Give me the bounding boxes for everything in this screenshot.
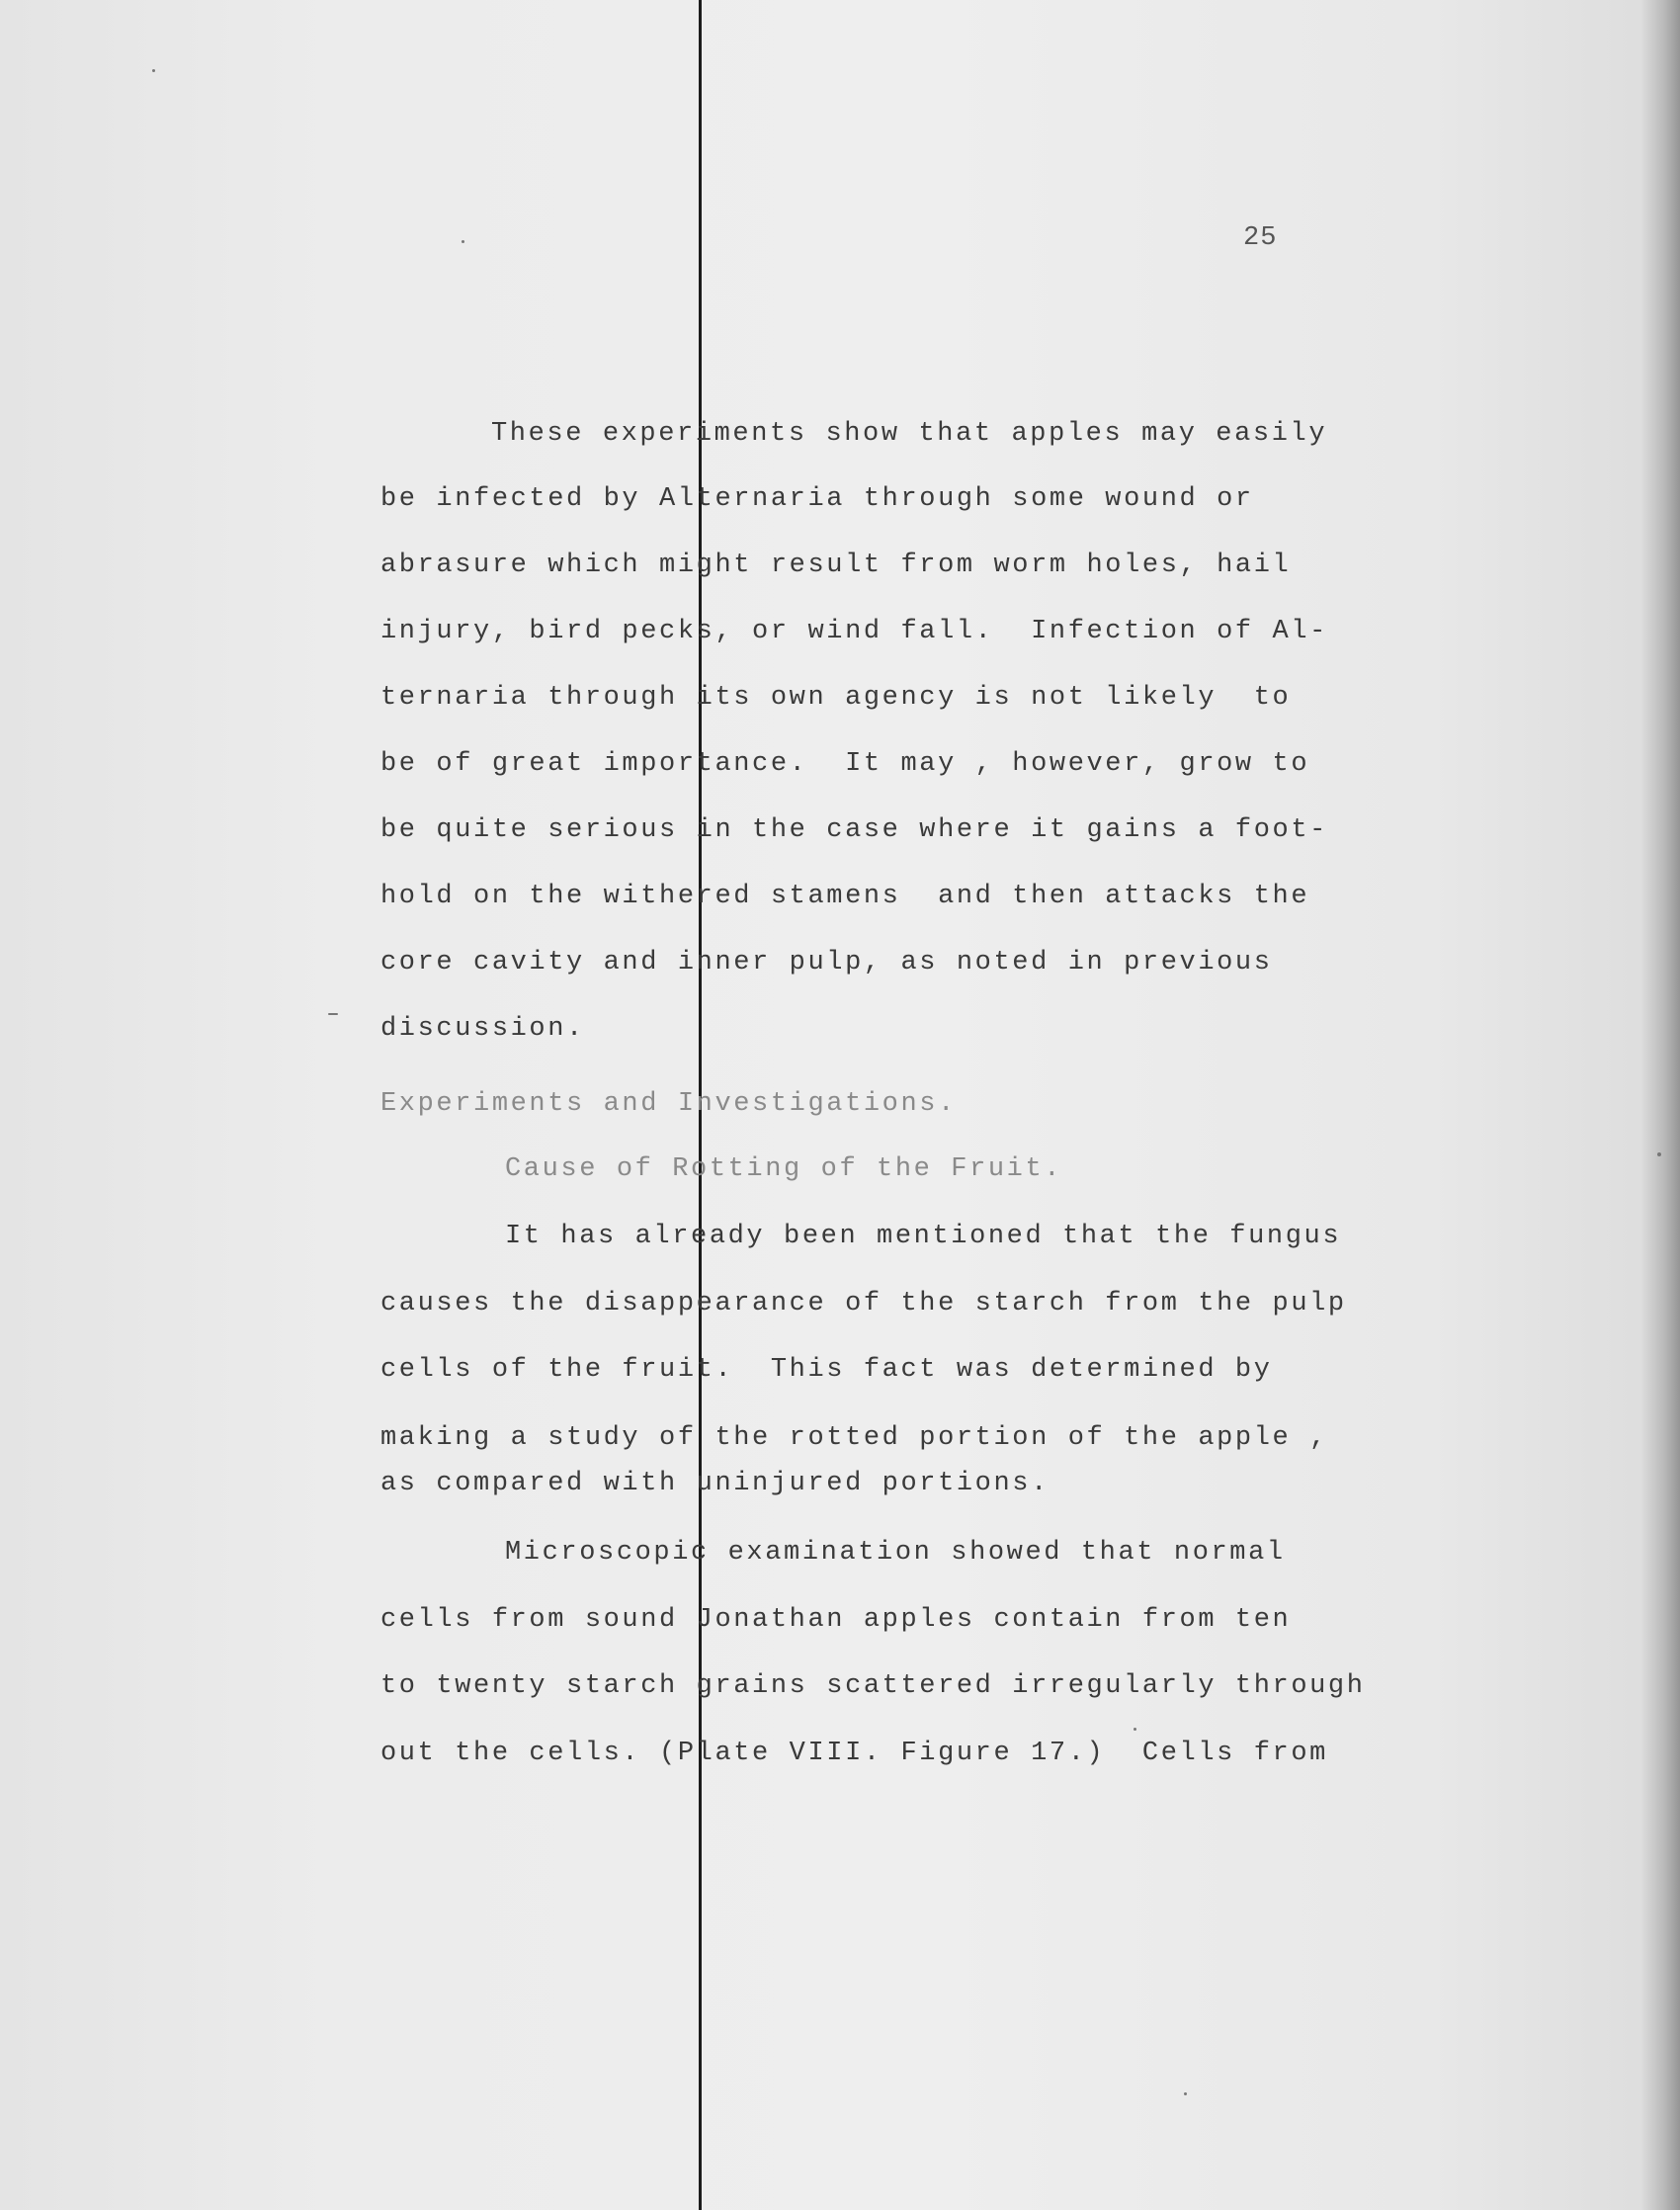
paper-speck: [1184, 2092, 1187, 2095]
text-line: ternaria through its own agency is not likely to: [380, 683, 1292, 713]
text-line: discussion.: [380, 1014, 585, 1044]
text-line: to twenty starch grains scattered irregularly through: [380, 1671, 1366, 1701]
text-line: Microscopic examination showed that normal: [505, 1538, 1286, 1568]
text-line: cells of the fruit. This fact was determined by: [380, 1355, 1273, 1385]
section-heading: Experiments and Investigations.: [380, 1089, 957, 1119]
text-line: be infected by Alternaria through some wound or: [380, 484, 1254, 514]
text-line: abrasure which might result from worm holes, hail: [380, 551, 1292, 580]
text-line: injury, bird pecks, or wind fall. Infection of Al-: [380, 617, 1328, 646]
text-line: be quite serious in the case where it gains a foot-: [380, 815, 1328, 845]
page-number: 25: [1243, 223, 1278, 253]
paper-speck: [328, 1013, 338, 1015]
text-line: as compared with uninjured portions.: [380, 1469, 1050, 1498]
text-line: core cavity and inner pulp, as noted in previous: [380, 948, 1273, 978]
paper-speck: [152, 69, 155, 72]
text-line: hold on the withered stamens and then attacks the: [380, 882, 1310, 911]
text-line: be of great importance. It may , however, grow to: [380, 749, 1310, 779]
page-edge-shadow: [1640, 0, 1680, 2210]
text-line: out the cells. (Plate VIII. Figure 17.) Cells from: [380, 1739, 1328, 1768]
text-line: making a study of the rotted portion of the apple ,: [380, 1423, 1328, 1453]
paper-speck: [462, 240, 464, 243]
text-line: It has already been mentioned that the fungus: [505, 1222, 1342, 1251]
subsection-heading: Cause of Rotting of the Fruit.: [505, 1154, 1063, 1184]
text-line: These experiments show that apples may easily: [491, 419, 1328, 449]
paper-speck: [1134, 1728, 1136, 1731]
paper-speck: [1657, 1152, 1661, 1156]
text-line: causes the disappearance of the starch from the pulp: [380, 1289, 1347, 1318]
text-line: cells from sound Jonathan apples contain from ten: [380, 1605, 1292, 1635]
